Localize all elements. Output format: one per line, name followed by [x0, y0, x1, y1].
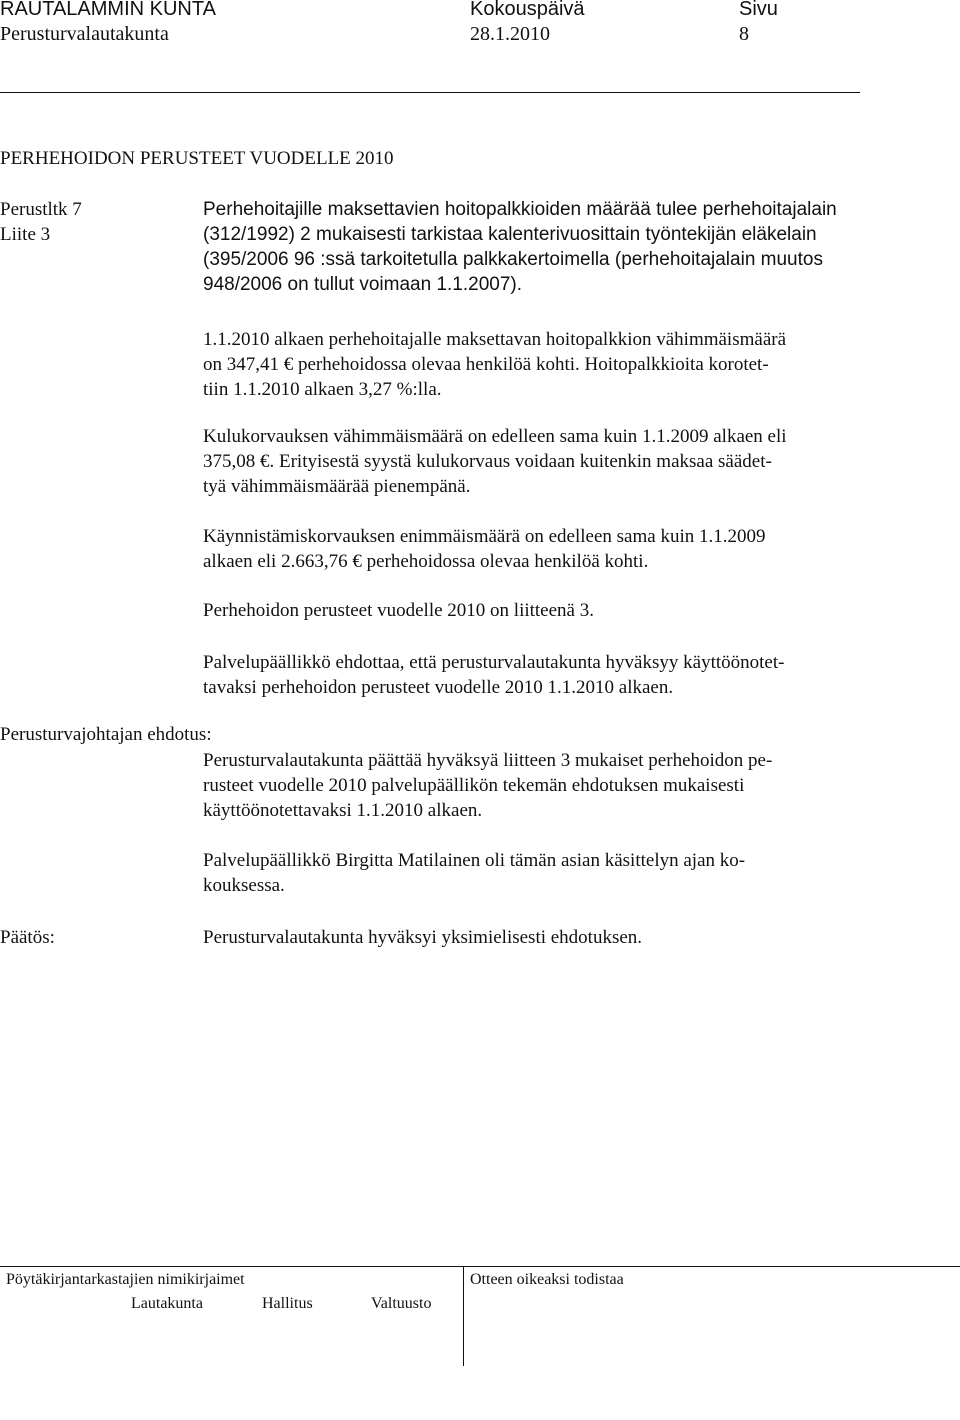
- footer-divider: [463, 1266, 464, 1366]
- paragraph-line: 1.1.2010 alkaen perhehoitajalle maksettavan hoitopalkkion vähimmäismäärä: [203, 329, 787, 350]
- paragraph-line: 948/2006 on tullut voimaan 1.1.2007).: [203, 274, 523, 295]
- paragraph-line: Kulukorvauksen vähimmäismäärä on edelleen sama kuin 1.1.2009 alkaen eli: [203, 426, 787, 447]
- paragraph-line: (395/2006 96 :ssä tarkoitetulla palkkakertoimella (perhehoitajalain muutos: [203, 249, 823, 270]
- paragraph-line: tyä vähimmäismäärää pienempänä.: [203, 476, 471, 497]
- meeting-date: 28.1.2010: [470, 23, 550, 45]
- signatures-label: Pöytäkirjantarkastajien nimikirjaimet: [6, 1271, 245, 1288]
- footer-col-council: Valtuusto: [371, 1295, 432, 1312]
- paragraph-line: alkaen eli 2.663,76 € perhehoidossa olevaa henkilöä kohti.: [203, 551, 649, 572]
- paragraph-8: [203, 848, 745, 898]
- meeting-date-label: Kokouspäivä: [470, 0, 585, 20]
- paragraph-line: Perhehoidon perusteet vuodelle 2010 on liitteenä 3.: [203, 600, 594, 621]
- ref-attachment: Liite 3: [0, 224, 51, 245]
- paragraph-line: tavaksi perhehoidon perusteet vuodelle 2010 1.1.2010 alkaen.: [203, 677, 674, 698]
- paragraph-line: tiin 1.1.2010 alkaen 3,27 %:lla.: [203, 379, 442, 400]
- paragraph-line: kouksessa.: [203, 875, 285, 896]
- footer-col-board: Lautakunta: [131, 1295, 203, 1312]
- paragraph-line: rusteet vuodelle 2010 palvelupäällikön tekemän ehdotuksen mukaisesti: [203, 775, 745, 796]
- paragraph-line: Käynnistämiskorvauksen enimmäismäärä on edelleen sama kuin 1.1.2009: [203, 526, 766, 547]
- paragraph-line: 375,08 €. Erityisestä syystä kulukorvaus voidaan kuitenkin maksaa säädet-: [203, 451, 772, 472]
- paragraph-line: (312/1992) 2 mukaisesti tarkistaa kalenterivuosittain työntekijän eläkelain: [203, 224, 817, 245]
- header-rule: [0, 92, 860, 93]
- municipality-name: RAUTALAMMIN KUNTA: [0, 0, 216, 20]
- ref-perustltk: Perustltk 7: [0, 199, 82, 220]
- paragraph-line: Palvelupäällikkö Birgitta Matilainen oli tämän asian käsittelyn ajan ko-: [203, 850, 746, 871]
- paragraph-line: Perusturvalautakunta päättää hyväksyä liitteen 3 mukaiset perhehoidon pe-: [203, 750, 773, 771]
- paragraph-line: Palvelupäällikkö ehdottaa, että perusturvalautakunta hyväksyy käyttöönotet-: [203, 652, 785, 673]
- decision-label: Päätös:: [0, 927, 55, 948]
- page-label: Sivu: [739, 0, 778, 20]
- board-name: Perusturvalautakunta: [0, 23, 169, 45]
- paragraph-1: [203, 197, 837, 297]
- paragraph-line: Perhehoitajille maksettavien hoitopalkkioiden määrää tulee perhehoitajalain: [203, 199, 837, 220]
- paragraph-line: käyttöönotettavaksi 1.1.2010 alkaen.: [203, 800, 483, 821]
- paragraph-line: on 347,41 € perhehoidossa olevaa henkilöä kohti. Hoitopalkkioita korotet-: [203, 354, 769, 375]
- section-title: PERHEHOIDON PERUSTEET VUODELLE 2010: [0, 148, 394, 169]
- paragraph-7: [203, 748, 772, 823]
- footer-col-government: Hallitus: [262, 1295, 313, 1312]
- decision-text: Perusturvalautakunta hyväksyi yksimielisesti ehdotuksen.: [203, 927, 643, 948]
- footer-top-rule: [0, 1266, 960, 1267]
- paragraph-3: [203, 424, 787, 499]
- paragraph-6: [203, 650, 784, 700]
- paragraph-4: [203, 524, 765, 574]
- proposal-label: Perusturvajohtajan ehdotus:: [0, 724, 212, 745]
- paragraph-5: [203, 598, 594, 623]
- copy-certified-label: Otteen oikeaksi todistaa: [470, 1271, 624, 1288]
- paragraph-2: [203, 327, 786, 402]
- page-number: 8: [739, 23, 749, 45]
